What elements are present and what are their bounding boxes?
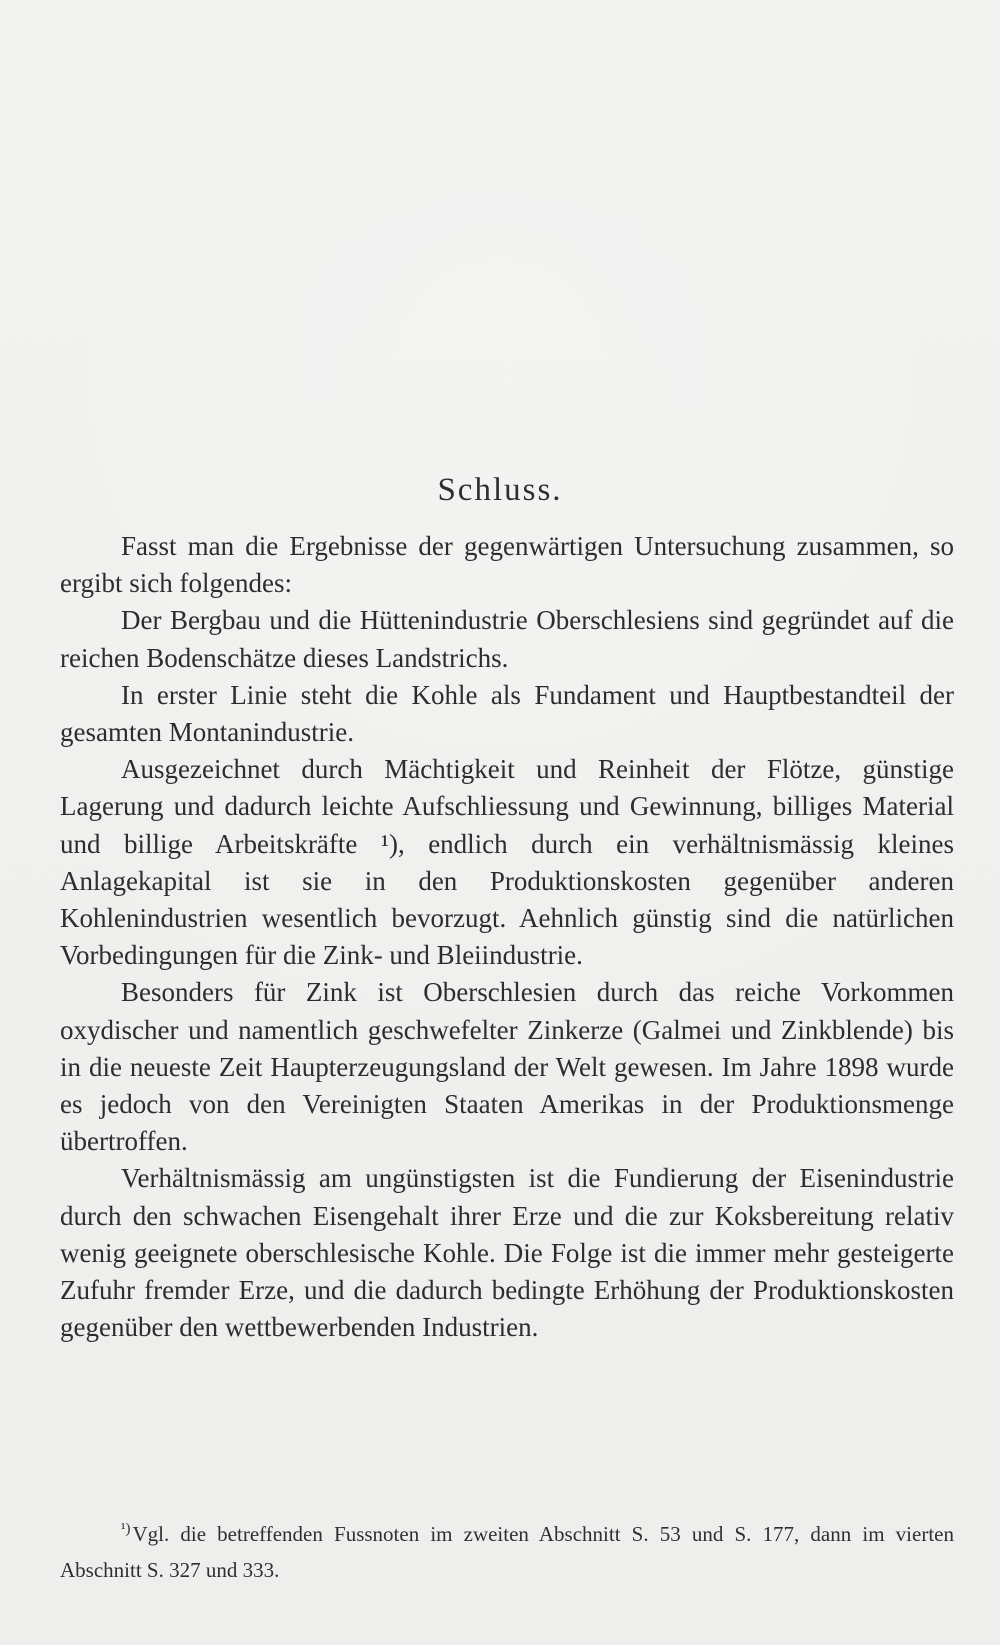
paragraph: Verhältnismässig am ungünstigsten ist die Fundierung der Eisenindustrie durch den schwachen Eisengehalt ihrer Erze und die zur Koksbereitung relativ wenig geeignete oberschlesische Kohle. Die Folge ist die immer mehr gesteigerte Zufuhr fremder Erze, und die dadurch bedingte Erhöhung der Produktionskosten gegenüber den wettbewerbenden Industrien. [60,1163,954,1343]
section-heading: Schluss. [437,472,563,509]
paragraph: In erster Linie steht die Kohle als Fundament und Hauptbestandteil der gesamten Montanindustrie. [60,679,954,748]
footnote-marker: ¹) [121,1521,131,1537]
footnote-text: Vgl. die betreffenden Fussnoten im zweiten Abschnitt S. 53 und S. 177, dann im vierten Abschnitt S. 327 und 333. [60,1522,954,1582]
paragraph: Besonders für Zink ist Oberschlesien durch das reiche Vorkommen oxydischer und namentlich geschwefelter Zinkerze (Galmei und Zinkblende) bis in die neueste Zeit Haupterzeugungsland der Welt gewesen. Im Jahre 1898 wurde es jedoch von den Vereinigten Staaten Amerikas in der Produktionsmenge übertroffen. [60,977,954,1157]
paragraph: Der Bergbau und die Hüttenindustrie Oberschlesiens sind gegründet auf die reichen Bodenschätze dieses Landstrichs. [60,605,954,673]
footnotes [60,1516,954,1588]
main-text [60,528,954,1346]
paragraph: Fasst man die Ergebnisse der gegenwärtigen Untersuchung zusammen, so ergibt sich folgendes: [60,531,954,599]
footnote [60,1516,954,1588]
paragraph: Ausgezeichnet durch Mächtigkeit und Reinheit der Flötze, günstige Lagerung und dadurch leichte Aufschliessung und Gewinnung, billiges Material und billige Arbeitskräfte ¹), endlich durch ein verhältnismässig kleines Anlagekapital ist sie in den Produktionskosten gegenüber anderen Kohlenindustrien wesentlich bevorzugt. Aehnlich günstig sind die natürlichen Vorbedingungen für die Zink- und Bleiindustrie. [60,754,954,971]
